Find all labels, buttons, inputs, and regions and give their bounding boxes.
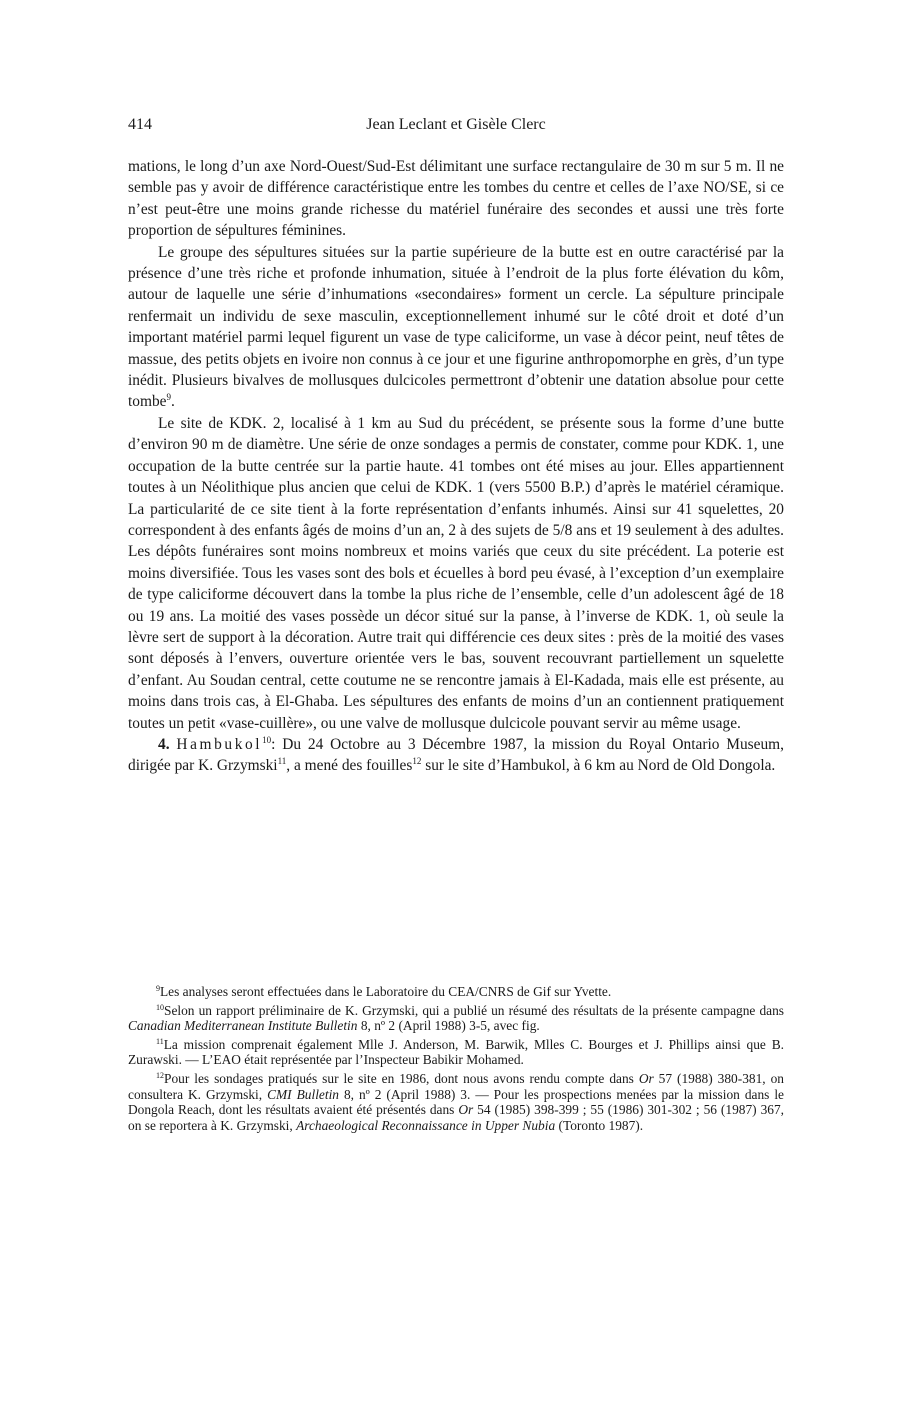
citation-title: Archaeological Reconnaissance in Upper Nubia — [296, 1117, 556, 1133]
footnote-text: Les analyses seront effectuées dans le Laboratoire du CEA/CNRS de Gif sur Yvette. — [160, 984, 612, 999]
footnote-number: 11 — [156, 1036, 164, 1046]
paragraph-text: , a mené des fouilles — [286, 757, 413, 775]
footnote-text: 57 (1988) 380-381, on consultera K. Grzymski, — [128, 1070, 784, 1102]
site-name: Hambukol — [176, 735, 263, 753]
page-number: 414 — [128, 116, 152, 133]
footnote-text: Selon un rapport préliminaire de K. Grzymski, qui a publié un résumé des résultats de la présente campagne dans — [164, 1002, 784, 1018]
footnote — [128, 984, 784, 1000]
citation-title: Canadian Mediterranean Institute Bulletin — [128, 1018, 358, 1034]
paragraph: Le site de KDK. 2, localisé à 1 km au Sud du précédent, se présente sous la forme d’une butte d’environ 90 m de diamètre. Une série de onze sondages a permis de constater, comme pour KDK. 1, une occupation de la butte centrée sur la partie haute. 41 tombes ont été mises au jour. Elles appartiennent toutes à un Néolithique plus ancien que celui de KDK. 1 (vers 5500 B.P.) d’après le matériel céramique. La particularité de ce site tient à la forte représentation d’enfants inhumés. Ainsi sur 41 squelettes, 20 correspondent à des enfants âgés de moins d’un an, 2 à des sujets de 5/8 ans et 19 seulement à des adultes. Les dépôts funéraires sont moins nombreux et moins variés que ceux du site précédent. La poterie est moins diversifiée. Tous les vases sont des bols et écuelles à bord peu évasé, à l’exception d’un exemplaire de type caliciforme découvert dans la tombe la plus riche de l’ensemble, celle d’un adolescent âgé de 18 ou 19 ans. La moitié des vases possède un décor situé sur la panse, à l’inverse de KDK. 1, où seule la lèvre sert de support à la décoration. Autre trait qui différencie ces deux sites : près de la moitié des vases sont déposés à l’envers, ouverture orientée vers le bas, souvent recouvrant partiellement un squelette d’enfant. Au Soudan central, cette coutume ne se rencontre jamais à El-Kadada, mais elle est présente, au moins dans trois cas, à El-Ghaba. Les sépultures des enfants de moins d’un an contiennent pratiquement toutes un petit «vase-cuillère», ou une valve de mollusque dulcicole pouvant servir au même usage. — [128, 414, 784, 732]
main-text — [128, 156, 784, 777]
running-title: Jean Leclant et Gisèle Clerc — [366, 116, 546, 133]
footnote-text: Pour les sondages pratiqués sur le site en 1986, dont nous avons rendu compte dans — [164, 1070, 639, 1086]
footnote — [128, 1003, 784, 1034]
footnote-text: La mission comprenait également Mlle J. Anderson, M. Barwik, Mlles C. Bourges et J. Phillips ainsi que B. Zurawski. — L’EAO était représentée par l’Inspecteur Babikir Mohamed. — [128, 1036, 784, 1068]
running-header — [128, 116, 784, 140]
footnote-ref[interactable]: 12 — [412, 756, 422, 767]
footnote-text: (Toronto 1987). — [555, 1117, 644, 1133]
footnote-ref[interactable]: 11 — [277, 756, 287, 767]
footnote — [128, 1037, 784, 1068]
paragraph — [128, 242, 784, 413]
citation-title: CMI Bulletin — [267, 1086, 339, 1102]
footnote-text: 8, nº 2 (April 1988) 3. — Pour les prospections menées par la mission dans le Dongola Reach, dont les résultats avaient été présentés dans — [128, 1086, 784, 1118]
citation-title: Or — [458, 1102, 474, 1118]
paragraph — [128, 734, 784, 777]
footnote-text: 8, nº 2 (April 1988) 3-5, avec fig. — [357, 1018, 540, 1034]
paragraph-text: : Du 24 Octobre au 3 Décembre 1987, la mission du Royal Ontario Museum, dirigée par K. Grzymski — [128, 735, 784, 775]
footnote — [128, 1071, 784, 1133]
paragraph-text: . — [170, 393, 175, 411]
footnote-number: 9 — [156, 984, 160, 993]
footnote-text: 54 (1985) 398-399 ; 55 (1986) 301-302 ; 56 (1987) 367, on se reportera à K. Grzymski, — [128, 1102, 784, 1133]
paragraph-text: Le groupe des sépultures situées sur la partie supérieure de la butte est en outre caractérisé par la présence d’une très riche et profonde inhumation, située à l’endroit de la plus forte élévation du kôm, autour de laquelle une série d’inhumations «secondaires» forment un cercle. La sépulture principale renfermait un individu de sexe masculin, exceptionnellement inhumé sur le côté droit et doté d’un important matériel parmi lequel figurent un vase de type caliciforme, un vase à décor peint, neuf têtes de massue, des petits objets en ivoire non connus à ce jour et une figurine anthropomorphe en grès, d’un type inédit. Plusieurs bivalves de mollusques dulcicoles permettront d’obtenir une datation absolue pour cette tombe — [128, 243, 784, 411]
footnote-ref[interactable]: 10 — [262, 734, 272, 745]
section-number: 4. — [158, 735, 170, 753]
footnote-ref[interactable]: 9 — [166, 392, 171, 403]
citation-title: Or — [638, 1070, 654, 1086]
footnote-number: 12 — [156, 1070, 164, 1080]
footnote-number: 10 — [156, 1002, 164, 1012]
paragraph-text: sur le site d’Hambukol, à 6 km au Nord de Old Dongola. — [421, 757, 776, 775]
paragraph: mations, le long d’un axe Nord-Ouest/Sud-Est délimitant une surface rectangulaire de 30 m sur 5 m. Il ne semble pas y avoir de différence caractéristique entre les tombes du centre et celles de l’axe NO/SE, si ce n’est peut-être une moins grande richesse du matériel funéraire des secondes et aussi une très forte proportion de sépultures féminines. — [128, 158, 784, 240]
footnotes — [128, 984, 784, 1136]
